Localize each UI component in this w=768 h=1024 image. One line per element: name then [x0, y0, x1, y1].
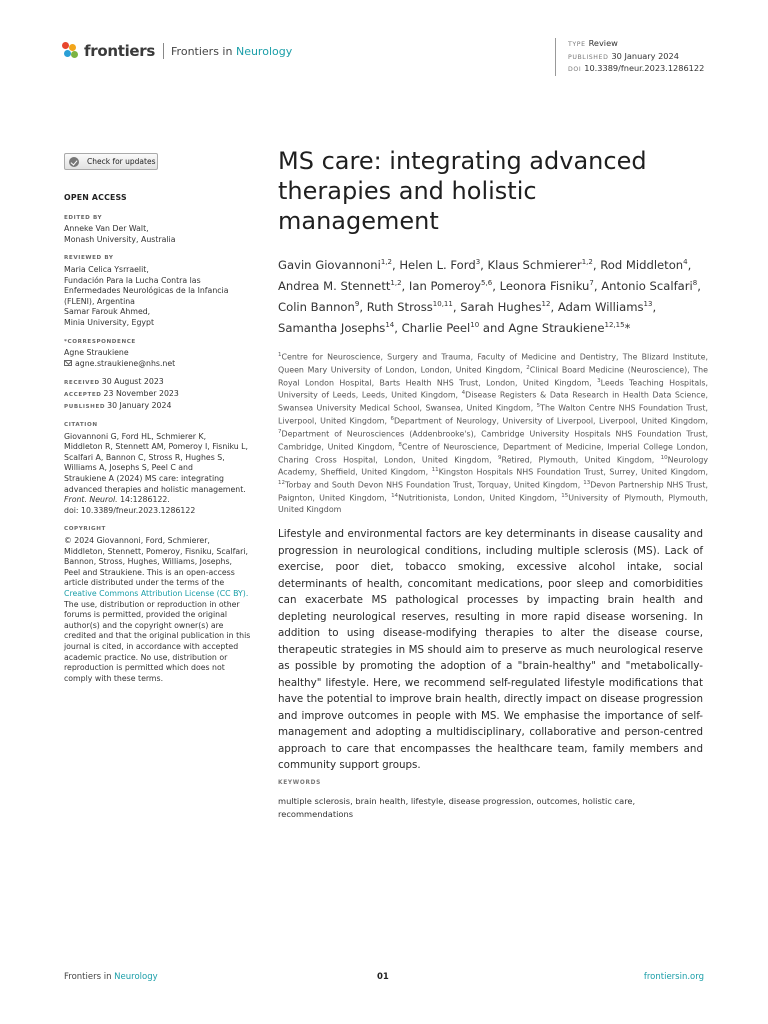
published-label: PUBLISHED — [64, 403, 106, 410]
journal-prefix: Frontiers in — [171, 44, 233, 58]
accepted-row — [64, 389, 260, 401]
author-name[interactable]: Adam Williams — [557, 299, 644, 314]
mail-icon — [64, 360, 72, 366]
citation-line: Giovannoni G, Ford HL, Schmierer K, — [64, 431, 207, 441]
footer-journal-suffix: Neurology — [114, 972, 158, 982]
correspondence-email[interactable]: agne.straukiene@nhs.net — [75, 358, 176, 368]
citation-line: Scalfari A, Bannon C, Stross R, Hughes S, — [64, 452, 225, 462]
copyright-line: credited and that the original publication in this — [64, 631, 251, 641]
copyright-line: Bannon, Stross, Hughes, Williams, Josephs, — [64, 557, 233, 567]
meta-doi-value[interactable]: 10.3389/fneur.2023.1286122 — [584, 63, 705, 73]
article-meta — [555, 38, 704, 76]
affiliation-number: 8 — [398, 441, 402, 448]
author-name[interactable]: Helen L. Ford — [399, 257, 476, 272]
author-affiliation-ref: 10 — [470, 321, 480, 330]
affiliation-list — [278, 350, 708, 515]
edited-by-label: EDITED BY — [64, 214, 103, 221]
author-name[interactable]: Charlie Peel — [401, 321, 471, 336]
received-label: RECEIVED — [64, 380, 100, 387]
affiliation-number: 3 — [597, 377, 601, 384]
copyright-line: The use, distribution or reproduction in other — [64, 599, 240, 609]
affiliation-text: Centre of Neuroscience, Department of Medicine, Imperial College London, Charing Cross Hospital, London, United Kingdom, — [278, 442, 709, 465]
author-affiliation-ref: 9 — [354, 300, 360, 309]
citation-journal: Front. Neurol. — [64, 495, 118, 505]
logo-divider — [163, 43, 164, 59]
meta-doi — [568, 63, 704, 76]
reviewer-line: Fundación Para la Lucha Contra las — [64, 275, 201, 285]
author-affiliation-ref: 14 — [385, 321, 395, 330]
affiliation-number: 15 — [561, 493, 569, 500]
affiliation-text: Torbay and South Devon NHS Foundation Trust, Torquay, United Kingdom, — [285, 480, 584, 490]
reviewed-by — [64, 253, 260, 328]
meta-doi-label: DOI — [568, 66, 582, 73]
check-for-updates-button[interactable] — [64, 153, 158, 170]
citation-journal-row — [64, 495, 260, 506]
frontiers-logo[interactable] — [62, 42, 292, 60]
logo-wordmark: frontiers — [84, 42, 156, 60]
footer-site-link[interactable]: frontiersin.org — [643, 972, 704, 982]
affiliation-text: Clinical Board Medicine (Neuroscience), The Royal London Hospital, Barts Health NHS Trust, London, United Kingdom, — [278, 365, 708, 388]
affiliation-number: 12 — [278, 480, 285, 487]
affiliation-text: Devon Partnership NHS Trust, Paignton, United Kingdom, — [278, 480, 709, 503]
affiliation-text: University of Plymouth, Plymouth, United Kingdom — [278, 493, 708, 514]
meta-published-value: 30 January 2024 — [611, 50, 679, 61]
author-affiliation-ref: 3 — [475, 258, 481, 266]
affiliation-text: Leeds Teaching Hospitals, University of Leeds, Leeds, United Kingdom, — [278, 378, 708, 401]
copyright-label: COPYRIGHT — [64, 526, 106, 533]
affiliation-text: Nutritionista, London, United Kingdom, — [398, 493, 562, 503]
author-name[interactable]: Agne Straukiene — [508, 321, 605, 336]
author-affiliation-ref: 8 — [692, 279, 698, 288]
affiliation-number: 6 — [390, 416, 394, 423]
author-affiliation-ref: 1,2 — [380, 258, 392, 266]
affiliation-text: Retired, Plymouth, United Kingdom, — [501, 455, 661, 465]
footer-journal-prefix: Frontiers in — [64, 972, 112, 982]
citation-line: advanced therapies and holistic management. — [64, 484, 246, 494]
author-separator: , — [391, 257, 400, 272]
copyright-line: © 2024 Giovannoni, Ford, Schmierer, — [64, 536, 210, 546]
keywords: multiple sclerosis, brain health, lifestyle, disease progression, outcomes, holistic care, recommendations — [278, 796, 636, 819]
copyright-line: reproduction is permitted which does not — [64, 663, 225, 673]
author-separator: , — [593, 278, 602, 293]
journal-suffix: Neurology — [235, 44, 293, 58]
author-affiliation-ref: 12,15 — [604, 321, 625, 330]
footer-journal — [64, 972, 158, 982]
title-line: therapies and holistic — [278, 177, 537, 205]
author-separator: , — [401, 278, 409, 293]
title-line: MS care: integrating advanced — [278, 147, 647, 175]
author-affiliation-ref: 7 — [589, 279, 594, 288]
license-link[interactable]: Creative Commons Attribution License (CC BY). — [64, 589, 249, 598]
author-list — [278, 253, 718, 337]
author-name[interactable]: Gavin Giovannoni — [278, 257, 381, 272]
author-name[interactable]: Sarah Hughes — [460, 299, 542, 314]
affiliation-number: 2 — [526, 364, 530, 371]
check-icon — [69, 157, 79, 167]
affiliation-text: Department of Neurosciences (Addenbrooke's), Cambridge University Hospitals NHS Foundation Trust, Cambridge, United Kingdom, — [278, 429, 708, 452]
author-affiliation-ref: 10,11 — [432, 300, 453, 309]
author-separator: , — [652, 299, 657, 314]
copyright-line: Middleton, Stennett, Pomeroy, Fisniku, Scalfari, — [64, 546, 248, 556]
received-row — [64, 377, 260, 389]
author-separator: , — [592, 257, 601, 272]
sidebar — [64, 193, 260, 692]
citation-line: Straukiene A (2024) MS care: integrating — [64, 474, 225, 484]
page-number: 01 — [377, 972, 389, 982]
article-title — [278, 146, 718, 236]
author-affiliation-ref: 1,2 — [581, 258, 593, 266]
affiliation-text: Kingston Hospitals NHS Foundation Trust, Surrey, United Kingdom, — [438, 468, 708, 478]
journal-name — [171, 45, 292, 58]
keywords-label: KEYWORDS — [278, 780, 322, 786]
citation-volume: 14:1286122. — [117, 495, 170, 505]
author-separator: , — [394, 321, 402, 336]
author-separator: , — [480, 257, 488, 272]
author-separator: , — [492, 278, 500, 293]
author-name[interactable]: Leonora Fisniku — [499, 278, 590, 293]
edited-by — [64, 213, 260, 246]
author-affiliation-ref: 12 — [541, 300, 551, 309]
affiliation-number: 5 — [536, 403, 541, 410]
author-name[interactable]: Antonio Scalfari — [601, 278, 693, 293]
reviewed-by-label: REVIEWED BY — [64, 255, 114, 262]
copyright-line: author(s) and the copyright owner(s) are — [64, 620, 224, 630]
reviewer-line: Maria Celica Ysrraelit, — [64, 264, 149, 274]
affiliation-number: 11 — [431, 467, 439, 474]
reviewer-line: Samar Farouk Ahmed, — [64, 307, 151, 317]
title-line: management — [278, 207, 439, 235]
author-name[interactable]: Rod Middleton — [600, 257, 684, 272]
author-separator: , — [550, 299, 558, 314]
affiliation-text: Centre for Neuroscience, Surgery and Trauma, Faculty of Medicine and Dentistry, The Blizard Institute, Queen Mary University of London, London, United Kingdom, — [278, 352, 708, 375]
copyright-line: Peel and Straukiene. This is an open-access — [64, 567, 235, 577]
check-for-updates-label: Check for updates — [87, 157, 156, 166]
author-separator: , — [687, 257, 692, 272]
author-affiliation-ref: 13 — [643, 300, 653, 309]
author-separator: , — [359, 299, 367, 314]
copyright-line: journal is cited, in accordance with accepted — [64, 641, 239, 651]
meta-type — [568, 38, 704, 51]
citation — [64, 420, 260, 516]
affiliation-number: 13 — [583, 480, 591, 487]
author-name[interactable]: Ruth Stross — [366, 299, 433, 314]
reviewer-line: Minia University, Egypt — [64, 317, 155, 327]
citation-doi[interactable]: doi: 10.3389/fneur.2023.1286122 — [64, 505, 196, 515]
author-separator: , — [452, 299, 461, 314]
copyright — [64, 524, 260, 684]
affiliation-text: Department of Neurology, University of Liverpool, Liverpool, United Kingdom, — [393, 416, 708, 426]
accepted-label: ACCEPTED — [64, 391, 102, 398]
author-separator: and — [479, 321, 509, 336]
received-date: 30 August 2023 — [101, 377, 164, 387]
citation-line: Williams A, Josephs S, Peel C and — [64, 463, 193, 473]
editor-line: Monash University, Australia — [64, 234, 176, 244]
affiliation-text: The Walton Centre NHS Foundation Trust, Liverpool, United Kingdom, — [278, 403, 708, 426]
copyright-line: article distributed under the terms of the — [64, 578, 225, 588]
meta-published-label: PUBLISHED — [568, 53, 609, 61]
author-name[interactable]: Klaus Schmierer — [487, 257, 582, 272]
copyright-line: comply with these terms. — [64, 673, 164, 683]
correspondence-label: *CORRESPONDENCE — [64, 338, 136, 345]
correspondence — [64, 337, 260, 370]
abstract: Lifestyle and environmental factors are key determinants in disease causality and progression in neurological conditions, including multiple sclerosis (MS). Lack of exercise, poor diet, tobacco smoking, excessive alcohol intake, social determinants of health, concomitant medications, poor sleep and comorbidities can exacerbate MS pathological processes by impacting brain health and depleting neurological reserves, resulting in more rapid disease worsening. In addition to using disease-modifying therapies to alter the disease course, therapeutic strategies in MS should aim to preserve as much neurological reserve as possible by promoting the adoption of a "brain-healthy" and "metabolically-healthy" lifestyle. Here, we recommend self-regulated lifestyle modifications that have the potential to improve brain health, directly impact on disease progression and improve outcomes in people with MS. We emphasise the importance of self-management and adopting a multidisciplinary, collaborative and person-centred approach to care that encompasses the healthcare team, family members and community support groups. — [278, 528, 703, 771]
dates — [64, 377, 260, 412]
meta-type-value: Review — [588, 38, 618, 48]
author-name[interactable]: Ian Pomeroy — [408, 278, 482, 293]
author-affiliation-ref: 5,6 — [481, 279, 493, 288]
editor-line: Anneke Van Der Walt, — [64, 224, 149, 234]
frontiers-logo-icon — [62, 42, 80, 60]
affiliation-number: 7 — [278, 428, 282, 435]
affiliation-number: 9 — [497, 454, 502, 461]
affiliation-text: Neurology Academy, Sheffield, United Kingdom, — [278, 455, 708, 478]
meta-published — [568, 51, 704, 64]
affiliation-number: 1 — [278, 352, 282, 358]
affiliation-number: 10 — [660, 454, 668, 461]
citation-label: CITATION — [64, 422, 98, 429]
affiliation-number: 4 — [461, 390, 466, 397]
affiliation-text: Disease Registers & Data Research in Health Data Science, Swansea University Medical School, Swansea, United Kingdom, — [278, 391, 708, 413]
citation-line: Middleton R, Stennett AM, Pomeroy I, Fisniku L, — [64, 442, 248, 452]
correspondence-email-row[interactable] — [64, 359, 260, 370]
published-row — [64, 401, 260, 413]
author-name[interactable]: Andrea M. Stennett — [278, 278, 391, 293]
author-separator: * — [624, 321, 631, 336]
copyright-line: academic practice. No use, distribution or — [64, 652, 228, 662]
accepted-date: 23 November 2023 — [103, 388, 179, 398]
author-name[interactable]: Colin Bannon — [278, 299, 355, 314]
reviewer-line: Enfermedades Neurológicas de la Infancia — [64, 286, 229, 296]
copyright-line: forums is permitted, provided the original — [64, 610, 228, 620]
published-date: 30 January 2024 — [107, 400, 172, 410]
meta-type-label: TYPE — [568, 41, 586, 48]
open-access-label: OPEN ACCESS — [64, 193, 127, 202]
author-name[interactable]: Samantha Josephs — [278, 321, 386, 336]
author-affiliation-ref: 1,2 — [390, 279, 402, 288]
correspondence-name: Agne Straukiene — [64, 348, 129, 358]
affiliation-number: 14 — [391, 493, 399, 500]
author-affiliation-ref: 4 — [683, 258, 688, 266]
reviewer-line: (FLENI), Argentina — [64, 296, 135, 306]
author-separator: , — [697, 278, 701, 293]
